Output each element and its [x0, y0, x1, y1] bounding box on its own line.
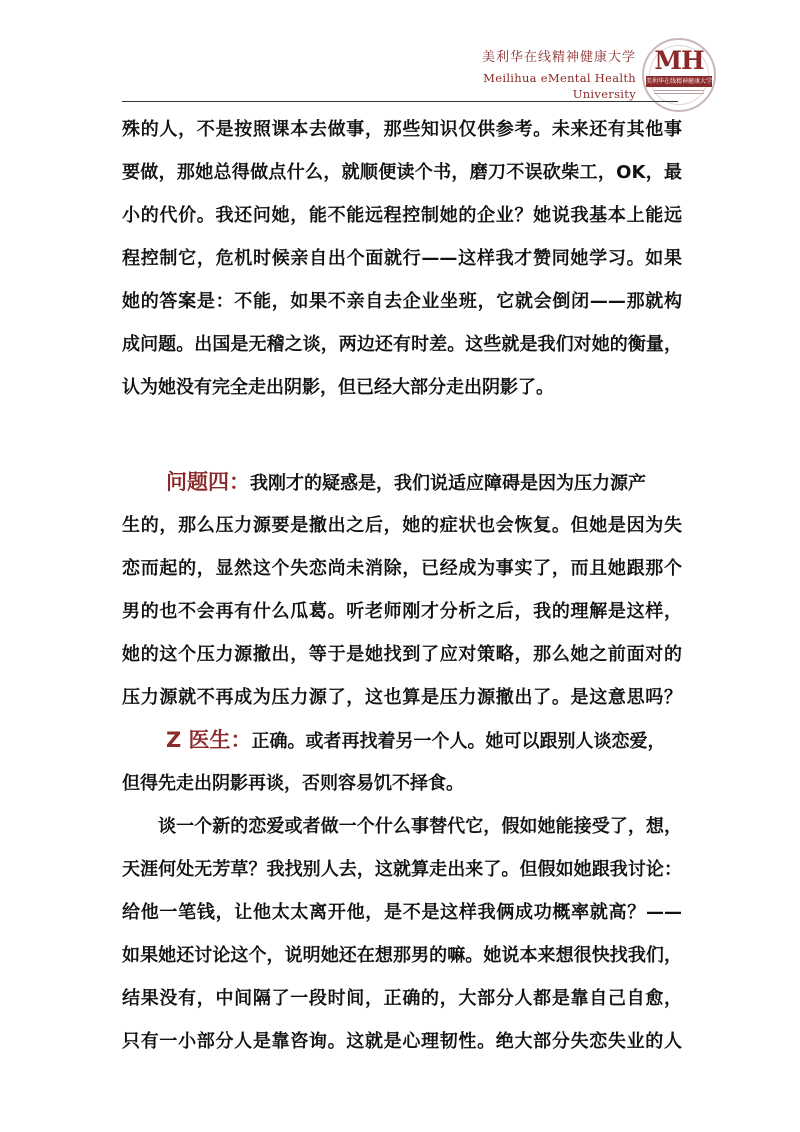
text-line: 认为她没有完全走出阴影，但已经大部分走出阴影了。: [122, 377, 554, 398]
text-line: 但得先走出阴影再谈，否则容易饥不择食。: [122, 773, 464, 794]
paragraph-gap: [122, 409, 682, 461]
question-4-paragraph: [122, 461, 682, 719]
text-line: 男的也不会再有什么瓜葛。听老师刚才分析之后，我的理解是这样，: [122, 601, 682, 622]
text-line: 如果她还讨论这个，说明她还在想那男的嘛。她说本来想很快找我们，: [122, 945, 682, 966]
text-line: 她的这个压力源撤出，等于是她找到了应对策略，那么她之前面对的: [122, 644, 682, 665]
header-divider: [122, 101, 678, 102]
paragraph-1: [122, 108, 682, 409]
logo-band: 美利华在线精神健康大学: [646, 78, 712, 85]
school-name-english: Meilihua eMental Health University: [483, 71, 636, 101]
text-line: 结果没有，中间隔了一段时间，正确的，大部分人都是靠自己自愈，: [122, 988, 682, 1009]
text-line: 成问题。出国是无稽之谈，两边还有时差。这些就是我们对她的衡量，: [122, 334, 682, 355]
question-4-text: 我刚才的疑惑是，我们说适应障碍是因为压力源产: [250, 473, 646, 494]
text-line: 小的代价。我还问她，能不能远程控制她的企业？她说我基本上能远: [122, 205, 682, 226]
doctor-z-label: Z 医生：: [166, 728, 252, 752]
question-4-first-line: [122, 461, 682, 504]
text-line: 给他一笔钱，让他太太离开他，是不是这样我俩成功概率就高？——: [122, 902, 682, 923]
text-line: 生的，那么压力源要是撤出之后，她的症状也会恢复。但她是因为失: [122, 515, 682, 536]
school-name-chinese: 美利华在线精神健康大学: [481, 50, 636, 65]
doctor-z-first-line: [122, 719, 682, 762]
doctor-z-paragraph: [122, 719, 682, 805]
text-line: 程控制它，危机时候亲自出个面就行——这样我才赞同她学习。如果: [122, 248, 682, 269]
text-line: 只有一小部分人是靠咨询。这就是心理韧性。绝大部分失恋失业的人: [122, 1031, 682, 1052]
text-line: 殊的人，不是按照课本去做事，那些知识仅供参考。未来还有其他事: [122, 119, 682, 140]
text-line: 恋而起的，显然这个失恋尚未消除，已经成为事实了，而且她跟那个: [122, 558, 682, 579]
logo-monogram: MH: [654, 46, 704, 75]
header-school-name: [430, 50, 636, 102]
question-4-label: 问题四：: [166, 470, 250, 494]
text-line: 谈一个新的恋爱或者做一个什么事替代它，假如她能接受了，想，: [158, 816, 682, 837]
text-line: 要做，那她总得做点什么，就顺便读个书，磨刀不误砍柴工，OK，最: [122, 162, 682, 183]
text-line: 她的答案是：不能，如果不亲自去企业坐班，它就会倒闭——那就构: [122, 291, 682, 312]
paragraph-3: [122, 805, 682, 1063]
document-body: [122, 108, 682, 1063]
text-line: 压力源就不再成为压力源了，这也算是压力源撤出了。是这意思吗？: [122, 687, 682, 708]
text-line: 天涯何处无芳草？我找别人去，这就算走出来了。但假如她跟我讨论：: [122, 859, 682, 880]
logo-decoration: [654, 90, 704, 98]
doctor-z-text: 正确。或者再找着另一个人。她可以跟别人谈恋爱，: [251, 731, 666, 752]
